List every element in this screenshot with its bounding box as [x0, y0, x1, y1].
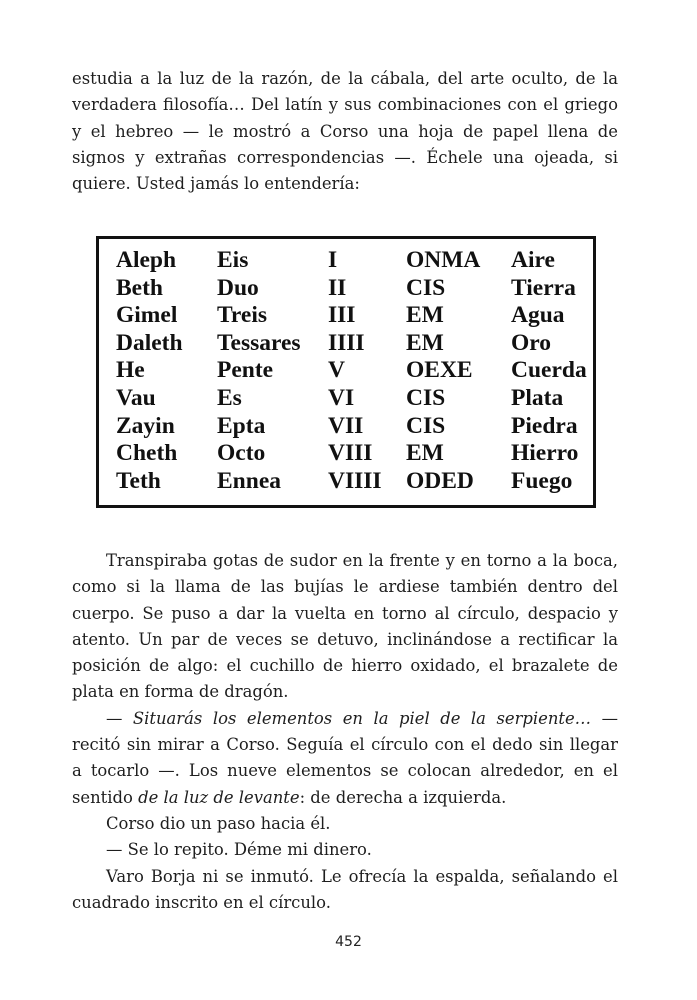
intro-text-block: [72, 66, 618, 197]
cipher-table-body: [116, 247, 591, 495]
cipher-cell: CIS: [406, 412, 446, 439]
cipher-cell: I: [328, 247, 338, 273]
cipher-cell: V: [328, 357, 345, 384]
cipher-cell: Eis: [217, 247, 249, 273]
dialog-end: : de derecha a izquierda.: [299, 787, 507, 807]
cipher-cell: Ennea: [217, 467, 281, 494]
cipher-cell: Pente: [217, 357, 274, 384]
cipher-row: [116, 275, 591, 303]
cipher-cell: Piedra: [511, 412, 578, 439]
cipher-table: [116, 247, 591, 495]
cipher-cell: II: [328, 274, 347, 301]
cipher-cell: Treis: [217, 302, 268, 329]
cipher-cell: ODED: [406, 467, 474, 494]
cipher-cell: Es: [217, 384, 242, 411]
cipher-cell: Beth: [116, 274, 163, 301]
intro-paragraph: estudia a la luz de la razón, de la cábala, del arte oculto, de la verdadera filosofía… Del latín y sus combinaciones con el griego y el hebreo — le mostró a Corso una hoja de papel llena de signos y extrañas correspondencias —. Échele una ojeada, si quiere. Usted jamás lo entendería:: [72, 69, 618, 194]
cipher-row: [116, 330, 591, 358]
cipher-cell: Plata: [511, 384, 564, 411]
cipher-cell: VI: [328, 384, 355, 411]
paragraph-situaras: [72, 706, 618, 811]
cipher-cell: Tessares: [217, 329, 301, 356]
cipher-row: [116, 385, 591, 413]
cipher-cell: ONMA: [406, 247, 481, 273]
quote-italic-levante: de la luz de levante: [138, 787, 300, 807]
cipher-cell: Zayin: [116, 412, 175, 439]
cipher-cell: Octo: [217, 440, 266, 467]
cipher-cell: Hierro: [511, 440, 579, 467]
dialog-middle: — recitó sin mirar a Corso. Seguía el círculo con el dedo sin llegar a tocarlo —. Los nueve elementos se colocan alrededor, en el sentido: [72, 708, 618, 807]
cipher-row: [116, 302, 591, 330]
cipher-cell: Tierra: [511, 274, 576, 301]
cipher-row: [116, 247, 591, 275]
cipher-cell: Daleth: [116, 329, 183, 356]
cipher-row: [116, 468, 591, 496]
cipher-row: [116, 413, 591, 441]
cipher-cell: He: [116, 357, 145, 384]
cipher-cell: Aire: [511, 247, 555, 273]
cipher-cell: VIII: [328, 440, 373, 467]
cipher-cell: OEXE: [406, 357, 473, 384]
dialog-dash: —: [106, 708, 133, 728]
cipher-cell: CIS: [406, 274, 446, 301]
cipher-cell: Oro: [511, 329, 552, 356]
cipher-cell: Cheth: [116, 440, 178, 467]
paragraph-varo-borja: Varo Borja ni se inmutó. Le ofrecía la espalda, señalando el cuadrado inscrito en el círculo.: [72, 866, 618, 912]
cipher-row: [116, 357, 591, 385]
body-text-block: [72, 548, 618, 916]
paragraph-dinero: — Se lo repito. Déme mi dinero.: [106, 840, 372, 860]
cipher-cell: Agua: [511, 302, 565, 329]
cipher-cell: EM: [406, 302, 444, 329]
quote-italic: Situarás los elementos en la piel de la serpiente…: [132, 708, 592, 728]
cipher-cell: IIII: [328, 329, 365, 356]
cipher-cell: III: [328, 302, 356, 329]
cipher-cell: Fuego: [511, 467, 573, 494]
cipher-table-box: [96, 236, 596, 508]
paragraph-transpiraba: Transpiraba gotas de sudor en la frente y en torno a la boca, como si la llama de las bujías le ardiese también dentro del cuerpo. Se puso a dar la vuelta en torno al círculo, despacio y atento. Un par de veces se detuvo, inclinándose a rectificar la posición de algo: el cuchillo de hierro oxidado, el brazalete de plata en forma de dragón.: [72, 551, 618, 702]
cipher-cell: EM: [406, 329, 444, 356]
cipher-cell: Vau: [116, 384, 156, 411]
cipher-cell: Cuerda: [511, 357, 587, 384]
paragraph-corso-paso: Corso dio un paso hacia él.: [106, 813, 331, 833]
cipher-cell: Teth: [116, 467, 161, 494]
page-number: 452: [335, 934, 362, 950]
cipher-cell: VIIII: [328, 467, 382, 494]
cipher-cell: Aleph: [116, 247, 177, 273]
cipher-row: [116, 440, 591, 468]
cipher-cell: EM: [406, 440, 444, 467]
cipher-cell: Duo: [217, 274, 259, 301]
cipher-cell: CIS: [406, 384, 446, 411]
cipher-cell: VII: [328, 412, 364, 439]
cipher-cell: Epta: [217, 412, 266, 439]
cipher-cell: Gimel: [116, 302, 178, 329]
